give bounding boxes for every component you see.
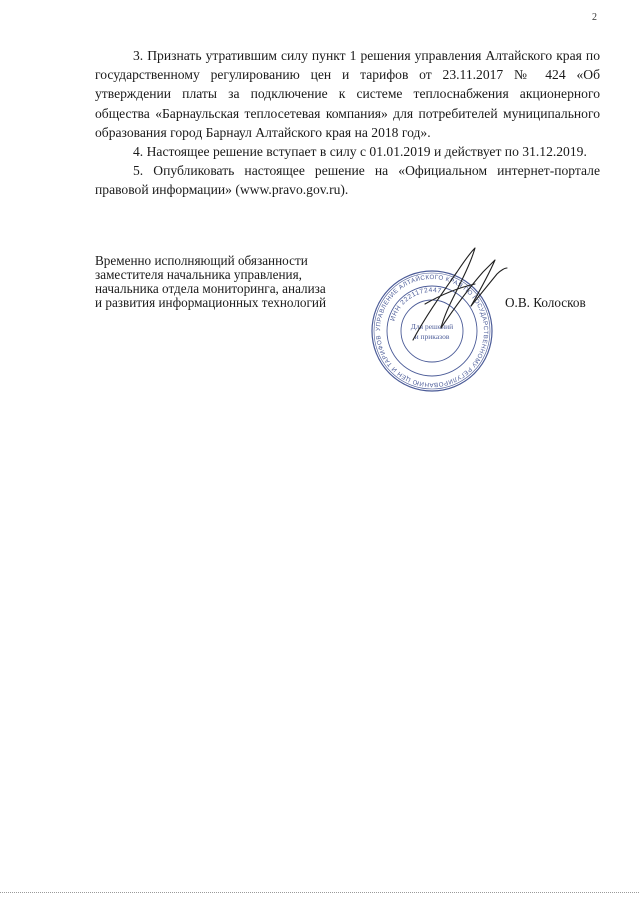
position-line-1: Временно исполняющий обязанности [95, 253, 308, 268]
seal-inn-text: ИНН 2221172447 [389, 286, 443, 322]
position-line-3: начальника отдела мониторинга, анализа [95, 281, 326, 296]
seal-center-line-2: и приказов [414, 332, 450, 341]
document-body [95, 46, 600, 200]
signer-name: О.В. Колосков [505, 295, 586, 310]
seal-center-line-1: Для решений [410, 322, 454, 331]
position-line-4: и развития информационных технологий [95, 295, 327, 310]
signatory-position [95, 254, 326, 310]
paragraph-4: 4. Настоящее решение вступает в силу с 01.01.2019 и действует по 31.12.2019. [133, 144, 587, 160]
seal-outer-text: УПРАВЛЕНИЕ АЛТАЙСКОГО КРАЯ ПО ГОСУДАРСТВЕННОМУ РЕГУЛИРОВАНИЮ ЦЕН И ТАРИФОВ [374, 273, 490, 389]
paragraph-3: 3. Признать утратившим силу пункт 1 решения управления Алтайского края по государственному регулированию цен и тарифов от 23.11.2017 № 424 «Об утверждении платы за подключение к системе теплоснабжения акционерного общества «Барнаульская теплосетевая компания» для потребителей муниципального образования город Барнаул Алтайского края на 2018 год». [95, 48, 600, 140]
handwritten-signature [405, 244, 515, 344]
signature-icon [405, 244, 515, 344]
page-number: 2 [592, 12, 597, 23]
footer-divider [0, 892, 639, 893]
position-line-2: заместителя начальника управления, [95, 267, 302, 282]
paragraph-5: 5. Опубликовать настоящее решение на «Официальном интернет-портале правовой информации» (www.pravo.gov.ru). [95, 163, 600, 198]
